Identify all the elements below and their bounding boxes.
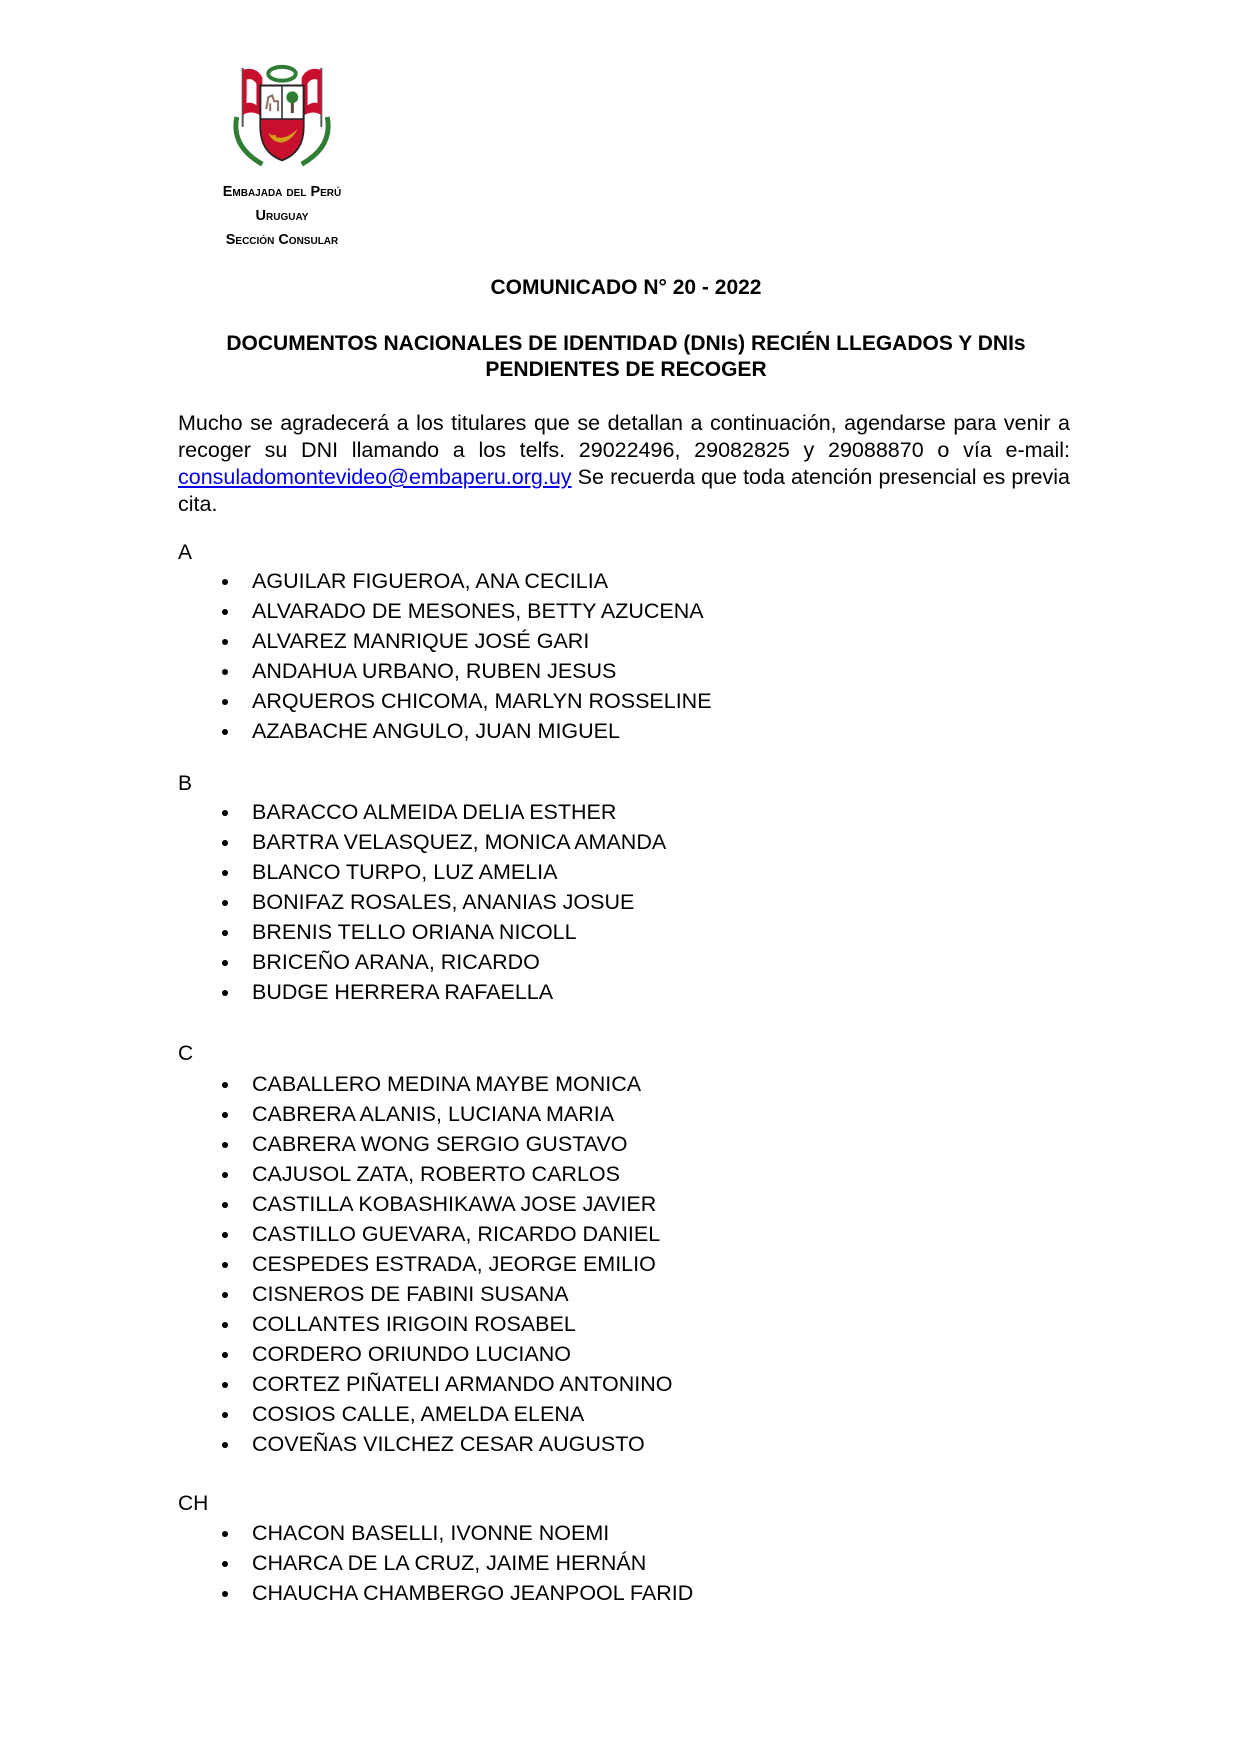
embassy-header [168,180,396,252]
intro-paragraph [178,410,1070,518]
section-letter-b: B [178,772,193,795]
embassy-country: Uruguay [255,208,309,224]
intro-text: Mucho se agradecerá a los titulares que se detallan a continuación, agendarse para venir a recoger su DNI llamando a los telfs. 29022496, 29082825 y 29088870 o vía e-mail: [178,411,1070,462]
list-item: AZABACHE ANGULO, JUAN MIGUEL [218,716,712,746]
list-item: ARQUEROS CHICOMA, MARLYN ROSSELINE [218,686,712,716]
intro-text-after: Se recuerda que toda atención presencial es previa cita. [178,465,1070,516]
list-item: CISNEROS DE FABINI SUSANA [218,1279,673,1309]
list-item: BARTRA VELASQUEZ, MONICA AMANDA [218,827,666,857]
list-item: CABRERA ALANIS, LUCIANA MARIA [218,1099,673,1129]
list-item: CORDERO ORIUNDO LUCIANO [218,1339,673,1369]
list-item: COSIOS CALLE, AMELDA ELENA [218,1399,673,1429]
list-item: BARACCO ALMEIDA DELIA ESTHER [218,797,666,827]
section-letter-ch: CH [178,1492,209,1515]
names-list-a [218,566,712,746]
list-item: AGUILAR FIGUEROA, ANA CECILIA [218,566,712,596]
list-item: CESPEDES ESTRADA, JEORGE EMILIO [218,1249,673,1279]
communique-title: DOCUMENTOS NACIONALES DE IDENTIDAD (DNIs) RECIÉN LLEGADOS Y DNIs PENDIENTES DE RECOGER [226,332,1026,381]
list-item: CORTEZ PIÑATELI ARMANDO ANTONINO [218,1369,673,1399]
list-item: BRICEÑO ARANA, RICARDO [218,947,666,977]
names-list-b [218,797,666,1007]
peru-coat-of-arms-icon [223,58,341,176]
list-item: CABALLERO MEDINA MAYBE MONICA [218,1069,673,1099]
list-item: COLLANTES IRIGOIN ROSABEL [218,1309,673,1339]
embassy-section: Sección Consular [225,232,339,248]
list-item: ALVARADO DE MESONES, BETTY AZUCENA [218,596,712,626]
list-item: CHARCA DE LA CRUZ, JAIME HERNÁN [218,1548,693,1578]
section-letter-c: C [178,1042,194,1065]
embassy-name: Embajada del Perú [222,184,342,200]
list-item: CAJUSOL ZATA, ROBERTO CARLOS [218,1159,673,1189]
list-item: ANDAHUA URBANO, RUBEN JESUS [218,656,712,686]
list-item: BRENIS TELLO ORIANA NICOLL [218,917,666,947]
list-item: CASTILLA KOBASHIKAWA JOSE JAVIER [218,1189,673,1219]
section-letter-a: A [178,541,193,564]
list-item: CABRERA WONG SERGIO GUSTAVO [218,1129,673,1159]
list-item: BLANCO TURPO, LUZ AMELIA [218,857,666,887]
email-link[interactable]: consuladomontevideo@embaperu.org.uy [178,465,572,489]
communique-number: COMUNICADO N° 20 - 2022 [490,276,762,299]
list-item: CHACON BASELLI, IVONNE NOEMI [218,1518,693,1548]
list-item: CASTILLO GUEVARA, RICARDO DANIEL [218,1219,673,1249]
list-item: CHAUCHA CHAMBERGO JEANPOOL FARID [218,1578,693,1608]
list-item: BUDGE HERRERA RAFAELLA [218,977,666,1007]
list-item: BONIFAZ ROSALES, ANANIAS JOSUE [218,887,666,917]
names-list-c [218,1069,673,1459]
list-item: COVEÑAS VILCHEZ CESAR AUGUSTO [218,1429,673,1459]
names-list-ch [218,1518,693,1608]
list-item: ALVAREZ MANRIQUE JOSÉ GARI [218,626,712,656]
